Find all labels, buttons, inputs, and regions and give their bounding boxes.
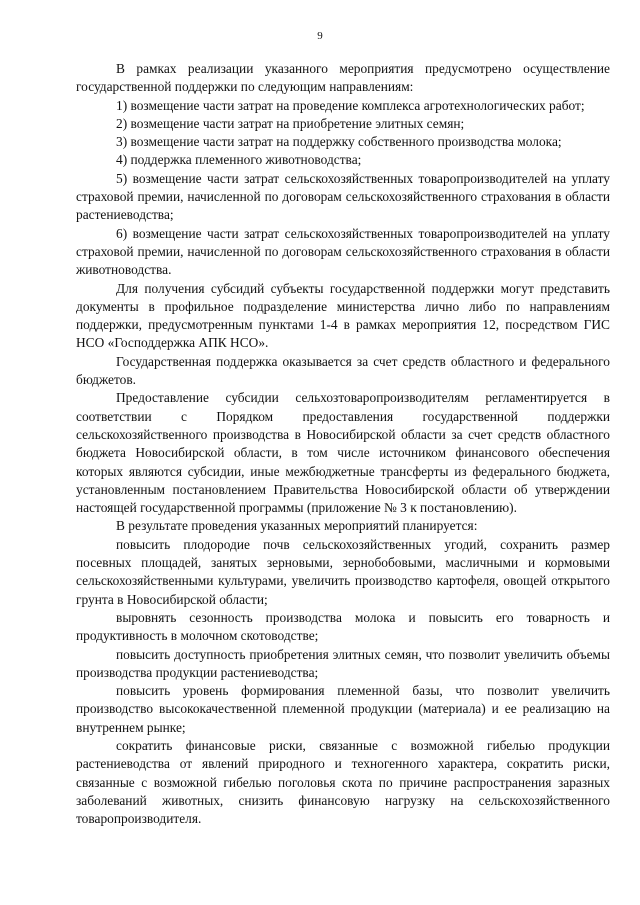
paragraph-documents: Для получения субсидий субъекты государственной поддержки могут представить документы в профильное подразделение министерства лично либо по направлениям поддержки, предусмотренным пунктами 1-4 в рамках мероприятия 12, посредством ГИС НСО «Господдержка АПК НСО». <box>76 280 610 351</box>
list-item-6: 6) возмещение части затрат сельскохозяйственных товаропроизводителей на уплату страховой премии, начисленной по договорам сельскохозяйственного страхования в области животноводства. <box>76 225 610 278</box>
list-item-5: 5) возмещение части затрат сельскохозяйственных товаропроизводителей на уплату страховой премии, начисленной по договорам сельскохозяйственного страхования в области растениеводства; <box>76 170 610 223</box>
list-item-2: 2) возмещение части затрат на приобретение элитных семян; <box>116 115 465 131</box>
list-item-3: 3) возмещение части затрат на поддержку собственного производства молока; <box>116 134 562 150</box>
document-body <box>76 60 610 828</box>
result-item-1: повысить плодородие почв сельскохозяйственных угодий, сохранить размер посевных площадей, занятых зерновыми, зернобобовыми, масличными и кормовыми сельскохозяйственными культурами, увеличить производство картофеля, овощей открытого грунта в Новосибирской области; <box>76 536 610 607</box>
result-item-2: выровнять сезонность производства молока и повысить его товарность и продуктивность в молочном скотоводстве; <box>76 609 610 644</box>
page-number: 9 <box>317 30 323 42</box>
result-item-3: повысить доступность приобретения элитных семян, что позволит увеличить объемы производства продукции растениеводства; <box>76 646 610 680</box>
list-item-4: 4) поддержка племенного животноводства; <box>116 152 362 168</box>
result-item-5: сократить финансовые риски, связанные с возможной гибелью продукции растениеводства от явлений природного и техногенного характера, сократить риски, связанные с возможной гибелью поголовья скота по причине распространения заразных заболеваний животных, снизить финансовую нагрузку на сельскохозяйственного товаропроизводителя. <box>76 737 610 827</box>
paragraph-intro: В рамках реализации указанного мероприятия предусмотрено осуществление государственной поддержки по следующим направлениям: <box>76 61 610 95</box>
list-item-1: 1) возмещение части затрат на проведение комплекса агротехнологических работ; <box>116 97 585 113</box>
result-item-4: повысить уровень формирования племенной базы, что позволит увеличить производство высококачественной племенной продукции (материала) и ее реализацию на внутреннем рынке; <box>76 683 610 735</box>
paragraph-results-intro: В результате проведения указанных мероприятий планируется: <box>116 518 478 534</box>
paragraph-regulation: Предоставление субсидии сельхозтоваропроизводителям регламентируется в соответствии с Порядком предоставления государственной поддержки сельскохозяйственного производства в Новосибирской области за счет средств областного бюджета Новосибирской области, в том числе источником финансового обеспечения которых являются субсидии, иные межбюджетные трансферты из федерального бюджета, установленным постановлением Правительства Новосибирской области об утверждении настоящей государственной программы (приложение № 3 к постановлению). <box>76 390 610 516</box>
paragraph-funding: Государственная поддержка оказывается за счет средств областного и федерального бюджетов. <box>76 353 610 388</box>
